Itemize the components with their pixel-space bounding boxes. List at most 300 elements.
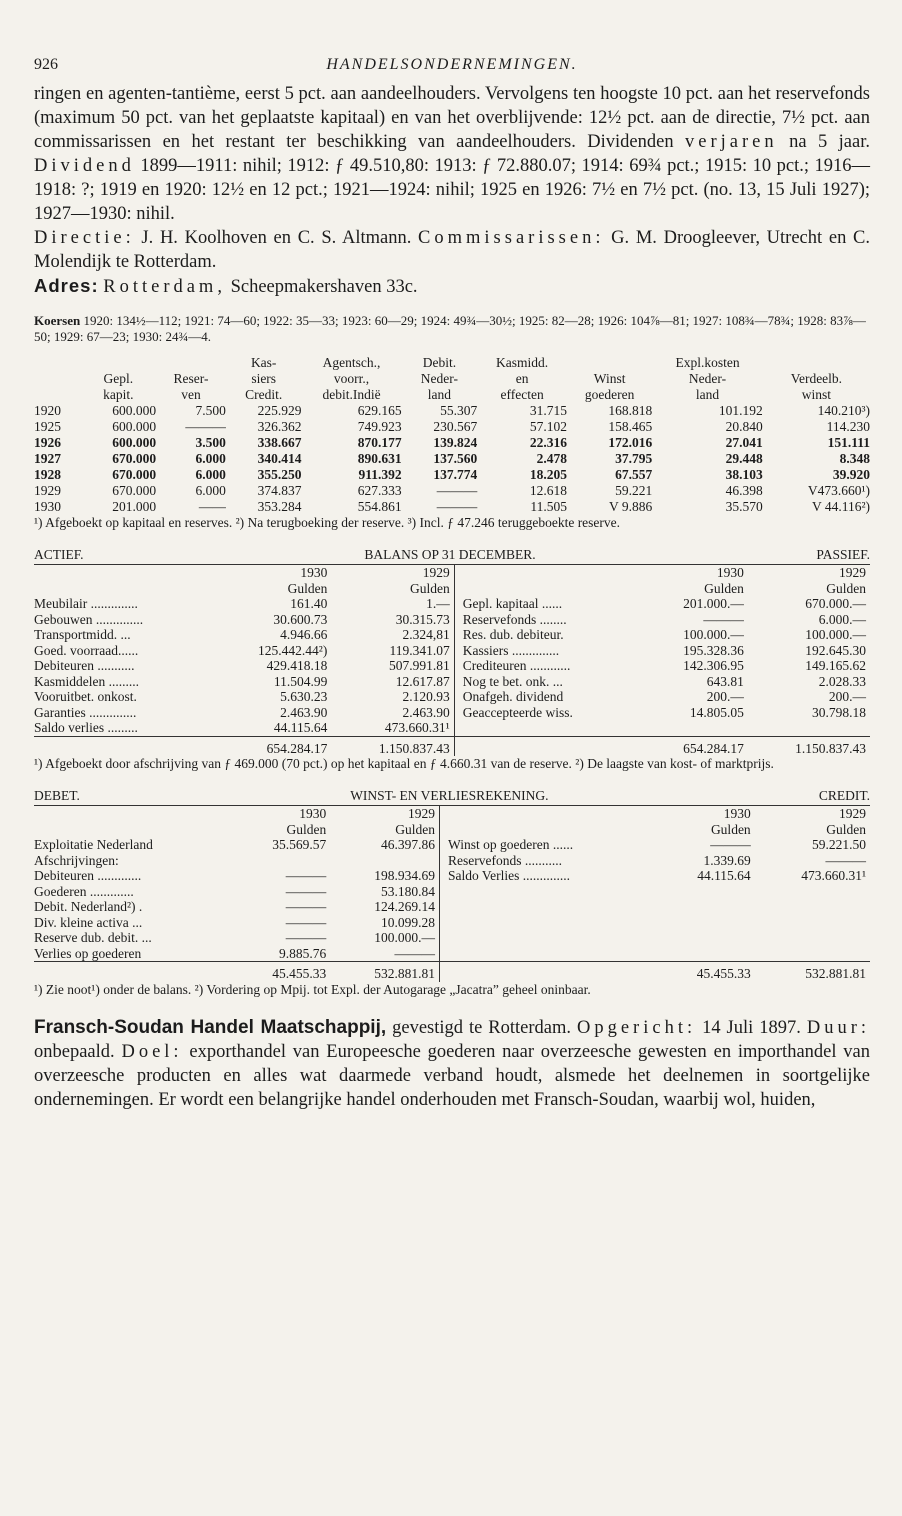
totals-row [34, 962, 870, 982]
year-cell: 1926 [34, 435, 61, 450]
column-header: debit.Indië [322, 387, 381, 402]
table-header-row [34, 387, 870, 403]
koersen-label: Koersen [34, 313, 81, 328]
value-cell: 31.715 [529, 403, 568, 418]
item-label: Nog te bet. onk. ... [462, 673, 563, 689]
value-1929: 59.221.50 [812, 837, 866, 852]
totals-row [34, 736, 870, 756]
balans-passief-title: PASSIEF. [816, 547, 870, 562]
value-1930: 44.115.64 [697, 868, 751, 883]
value-1929: 192.645.30 [805, 642, 866, 658]
empty-cell [755, 946, 870, 962]
value-cell: 600.000 [112, 403, 157, 418]
dividend-text: 1899—1911: nihil; 1912: ƒ 49.510,80: 1913: ƒ 72.880.07; 1914: 69¾ pct.; 1915: 10 pct.; 1916—1918: ?; 1919 en 1920: 12½ en 12 pct.; 1921—1924: nihil; 1925 en 1926: 7½ en 7½ pct. (no. 13, 15 Juli 1927); 1927—1930: nihil. [34, 156, 870, 224]
doel-text: exporthandel van Europeesche goederen naar overzeesche gewesten en importhandel van overzeesche producten en alles wat daarmede verband houdt, alsmede het deelnemen in soortgelijke ondernemingen. Er wordt een belangrijke handel onderhouden met Fransch-Soudan, waarbij wol, huiden, [34, 1041, 871, 1110]
divider [440, 868, 449, 884]
divider [454, 612, 463, 628]
divider [440, 915, 449, 931]
value-1929: ——— [394, 945, 436, 961]
label-spacer [34, 806, 233, 822]
table-row [34, 689, 870, 705]
empty-cell [448, 884, 658, 900]
company-seat: gevestigd te Rotterdam. [392, 1017, 572, 1038]
value-1930: 201.000.— [683, 596, 744, 611]
item-label: Meubilair .............. [34, 596, 138, 611]
column-header: Winst [593, 371, 626, 386]
column-header: land [695, 387, 720, 402]
value-1930 [233, 853, 330, 869]
opgericht-label: Opgericht: [576, 1017, 697, 1038]
item-label: Div. kleine activa ... [34, 914, 143, 930]
value-cell: 225.929 [257, 403, 302, 418]
value-1930: 2.463.90 [280, 704, 328, 720]
empty-cell [642, 720, 748, 736]
table-row [34, 853, 870, 869]
value-cell: 911.392 [358, 467, 402, 482]
value-1929: 2.324,81 [402, 627, 450, 642]
value-1929: 2.463.90 [402, 704, 450, 720]
value-cell: 7.500 [195, 403, 226, 418]
divider [454, 565, 463, 581]
item-label: Debiteuren ........... [34, 658, 135, 673]
table-row [34, 419, 870, 435]
value-cell: 39.920 [832, 467, 870, 482]
value-cell: 670.000 [112, 483, 157, 498]
column-header: Kas- [250, 355, 277, 370]
value-cell: —— [198, 499, 226, 514]
item-label: Saldo verlies ......... [34, 720, 138, 735]
empty-cell [658, 899, 755, 915]
total-1929: 1.150.837.43 [748, 736, 870, 756]
column-header: 1930 [299, 806, 327, 821]
value-cell: 6.000 [195, 467, 226, 482]
column-header: Gulden [287, 580, 328, 596]
value-cell: 140.210³) [817, 403, 870, 418]
column-header: 1930 [716, 565, 744, 580]
value-cell: 172.016 [608, 435, 653, 450]
koersen [34, 313, 870, 345]
winst-title: WINST- EN VERLIESREKENING. [350, 788, 549, 803]
table-row [34, 930, 870, 946]
balans-title: BALANS OP 31 DECEMBER. [364, 547, 536, 562]
divider [454, 720, 463, 736]
value-cell: 137.560 [433, 451, 478, 466]
adres-paragraph [34, 274, 870, 299]
value-1930: 1.339.69 [703, 852, 751, 868]
column-header: Neder- [688, 371, 727, 386]
column-header: Gulden [409, 580, 450, 596]
item-label: Kasmiddelen ......... [34, 673, 139, 689]
value-1929: 30.315.73 [395, 611, 450, 627]
column-header: voorr., [333, 371, 370, 386]
value-cell: 59.221 [615, 483, 653, 498]
table-header-row [34, 371, 870, 387]
table-row [34, 627, 870, 643]
value-cell: 22.316 [529, 435, 568, 450]
column-header: 1929 [839, 806, 866, 821]
empty-cell [448, 946, 658, 962]
value-cell: 749.923 [357, 419, 402, 434]
value-cell: 137.774 [433, 467, 478, 482]
table-row [34, 837, 870, 853]
winst-credit-title: CREDIT. [818, 788, 870, 803]
item-label: Winst op goederen ...... [448, 837, 574, 852]
total-1929: 1.150.837.43 [331, 736, 454, 756]
directie-text: J. H. Koolhoven en C. S. Altmann. [141, 228, 412, 248]
empty-cell [755, 899, 870, 915]
table-row [34, 658, 870, 674]
column-header: ven [181, 387, 201, 402]
value-1929: 100.000.— [805, 627, 866, 642]
column-header: Gulden [286, 821, 327, 837]
value-1930: ——— [285, 868, 327, 883]
empty-cell [658, 930, 755, 946]
financial-table [34, 355, 870, 515]
value-cell: ——— [185, 419, 226, 434]
value-1929: 198.934.69 [374, 868, 436, 883]
total-1930: 45.455.33 [658, 962, 755, 982]
column-header: Gepl. [103, 371, 134, 386]
divider [454, 627, 463, 643]
intro-line: ringen en agenten-tantième, eerst 5 pct. aan aandeelhouders. Vervolgens ten hoogste 10 pct. aan het reservefonds (maximum 50 pct. van het geplaatste kapitaal) en van het overblijvende: 12½ pct. aan de directie, 7½ pct. aan commissarissen en het restant ter beschikking van aandeelhouders. Dividenden [34, 84, 870, 152]
column-header [567, 355, 652, 371]
column-header: Credit. [245, 387, 283, 402]
table-row [34, 915, 870, 931]
value-1930: 44.115.64 [273, 720, 328, 735]
unit-header-row [34, 822, 870, 838]
total-1930: 654.284.17 [642, 736, 748, 756]
winst-note: ¹) Zie noot¹) onder de balans. ²) Vordering op Mpij. tot Expl. der Autogarage „Jacatra” geheel oninbaar. [34, 981, 591, 997]
column-header: kapit. [103, 387, 134, 402]
column-header: 1930 [300, 565, 328, 580]
divider [440, 962, 449, 982]
column-header: Gulden [710, 821, 751, 837]
value-cell: 46.398 [725, 483, 763, 498]
value-1930: 14.805.05 [689, 704, 744, 720]
value-1929: 100.000.— [374, 930, 436, 945]
table-row [34, 499, 870, 515]
value-cell: 18.205 [529, 467, 568, 482]
value-1929: 124.269.14 [374, 899, 436, 914]
value-cell: 2.478 [536, 451, 568, 466]
label-spacer [463, 565, 643, 581]
value-1930: 161.40 [290, 596, 328, 611]
value-1929: 149.165.62 [805, 658, 866, 673]
column-header: Neder- [420, 371, 459, 386]
value-cell: 168.818 [608, 403, 653, 418]
opgericht-text: 14 Juli 1897. [702, 1017, 801, 1038]
column-header: Gulden [826, 821, 866, 837]
value-cell: 55.307 [440, 403, 478, 418]
item-label: Saldo Verlies .............. [448, 868, 571, 883]
empty-cell [755, 884, 870, 900]
balans-note: ¹) Afgeboekt door afschrijving van ƒ 469.000 (70 pct.) op het kapitaal en ƒ 4.660.31 van de reserve. ²) De laagste van kost- of marktprijs. [34, 756, 774, 771]
value-cell: 230.567 [433, 419, 478, 434]
divider [440, 899, 449, 915]
value-cell: 870.177 [357, 435, 402, 450]
value-1929: 10.099.28 [381, 914, 436, 930]
empty-cell [463, 720, 643, 736]
value-1929: 30.798.18 [812, 704, 866, 720]
empty-cell [658, 884, 755, 900]
adres-city: Rotterdam, [103, 277, 226, 297]
table-row [34, 720, 870, 736]
value-cell: 35.570 [725, 499, 763, 514]
empty-cell [658, 915, 755, 931]
value-cell: 326.362 [257, 419, 302, 434]
table-row [34, 451, 870, 467]
value-cell: 338.667 [257, 435, 302, 450]
label-spacer [34, 962, 233, 982]
value-cell: 627.333 [357, 483, 402, 498]
table-row [34, 868, 870, 884]
table-row [34, 705, 870, 721]
item-label: Onafgeh. dividend [462, 689, 564, 704]
value-1929: 1.— [426, 596, 450, 611]
divider [440, 837, 449, 853]
value-1930: 125.442.44²) [258, 642, 328, 658]
item-label: Reservefonds ........... [448, 852, 563, 868]
value-cell: 139.824 [433, 435, 478, 450]
item-label: Goederen ............. [34, 883, 134, 899]
value-1930: ——— [285, 883, 327, 899]
directie-label: Directie: [34, 228, 135, 248]
value-cell: 57.102 [529, 419, 568, 434]
value-1929: 473.660.31¹ [384, 720, 450, 735]
value-cell: V 44.116²) [811, 499, 870, 514]
divider [454, 689, 463, 705]
page [34, 56, 870, 1112]
year-header-row [34, 806, 870, 822]
year-cell: 1920 [34, 403, 61, 418]
empty-cell [755, 915, 870, 931]
value-1930: 643.81 [706, 673, 744, 689]
adres-text: Scheepmakershaven 33c. [230, 277, 418, 297]
value-cell: 670.000 [112, 467, 157, 482]
column-header [81, 355, 157, 371]
value-cell: 600.000 [112, 419, 157, 434]
column-header: Agentsch., [322, 355, 381, 370]
commissarissen-label: Commissarissen: [418, 228, 605, 248]
financial-table-note: ¹) Afgeboekt op kapitaal en reserves. ²) Na terugboeking der reserve. ³) Incl. ƒ 47.246 teruggeboekte reserve. [34, 515, 621, 530]
value-cell: 38.103 [725, 467, 763, 482]
column-header: land [427, 387, 452, 402]
value-1929: 6.000.— [818, 611, 866, 627]
page-number: 926 [34, 56, 58, 73]
empty-cell [658, 946, 755, 962]
year-cell: 1929 [34, 483, 61, 498]
value-1929: 119.341.07 [389, 642, 450, 658]
divider [454, 705, 463, 721]
value-cell: 158.465 [608, 419, 653, 434]
intro-text [34, 82, 870, 299]
item-label: Debiteuren ............. [34, 868, 142, 883]
column-header [34, 387, 81, 403]
value-1930: ——— [703, 611, 744, 627]
divider [440, 822, 449, 838]
item-label: Debit. Nederland²) . [34, 899, 143, 914]
value-cell: ——— [436, 483, 478, 498]
commissarissen-text: G. M. Droogleever, Utrecht en C. Molendijk te Rotterdam. [34, 228, 870, 272]
divider [454, 596, 463, 612]
empty-cell [748, 720, 870, 736]
item-label: Gepl. kapitaal ...... [462, 596, 563, 611]
total-1929: 532.881.81 [330, 962, 439, 982]
doel-label: Doel: [121, 1041, 183, 1062]
table-row [34, 403, 870, 419]
value-cell: 890.631 [357, 451, 402, 466]
running-title: HANDELSONDERNEMINGEN. [326, 56, 578, 73]
value-cell: 27.041 [725, 435, 763, 450]
divider [440, 806, 449, 822]
column-header: Kasmidd. [496, 355, 549, 370]
value-1930: 200.— [706, 689, 744, 704]
value-1929 [330, 853, 439, 869]
item-label: Verlies op goederen [34, 945, 142, 961]
value-cell: 151.111 [827, 435, 870, 450]
value-1929: ——— [825, 852, 866, 868]
item-label: Kassiers .............. [462, 642, 560, 658]
item-label: Gebouwen .............. [34, 611, 144, 627]
total-1929: 532.881.81 [755, 962, 870, 982]
winst-debet-title: DEBET. [34, 788, 80, 803]
column-header: Gulden [826, 580, 866, 596]
item-label: Geaccepteerde wiss. [462, 704, 573, 720]
divider [454, 674, 463, 690]
value-1930: 100.000.— [683, 627, 744, 642]
table-header-row [34, 355, 870, 371]
label-spacer [448, 806, 658, 822]
table-row [34, 483, 870, 499]
value-1929: 507.991.81 [388, 658, 450, 673]
column-header: Debit. [422, 355, 457, 370]
item-label: Goed. voorraad...... [34, 642, 139, 658]
value-1929: 53.180.84 [381, 883, 436, 899]
value-1930: ——— [710, 837, 751, 852]
adres-label: Adres: [34, 275, 99, 296]
divider [454, 736, 463, 756]
column-header: effecten [500, 387, 544, 402]
divider [440, 853, 449, 869]
value-cell: 670.000 [112, 451, 157, 466]
value-cell: 355.250 [257, 467, 302, 482]
value-cell: ——— [436, 499, 478, 514]
value-cell: 374.837 [257, 483, 302, 498]
fransch-soudan-entry [34, 1016, 870, 1112]
column-header: Gulden [395, 821, 436, 837]
item-label: Afschrijvingen: [34, 852, 119, 868]
label-spacer [448, 822, 658, 838]
table-row [34, 674, 870, 690]
company-name: Fransch-Soudan Handel Maatschappij, [34, 1016, 387, 1038]
label-spacer [463, 581, 643, 597]
divider [454, 643, 463, 659]
value-cell: V473.660¹) [807, 483, 870, 498]
total-1930: 45.455.33 [233, 962, 330, 982]
intro-paragraph [34, 82, 870, 226]
item-label: Res. dub. debiteur. [462, 627, 564, 642]
year-cell: 1930 [34, 499, 61, 514]
item-label: Reserve dub. debit. ... [34, 930, 152, 945]
year-cell: 1928 [34, 467, 61, 482]
label-spacer [34, 822, 233, 838]
unit-header-row [34, 581, 870, 597]
value-1930: 5.630.23 [280, 689, 328, 704]
divider [454, 658, 463, 674]
item-label: Vooruitbet. onkost. [34, 689, 137, 704]
value-1930: ——— [285, 914, 327, 930]
table-row [34, 884, 870, 900]
empty-cell [755, 930, 870, 946]
value-cell: 20.840 [725, 419, 763, 434]
value-cell: 201.000 [112, 499, 157, 514]
column-header: Expl.kosten [675, 355, 740, 370]
directie-paragraph [34, 226, 870, 274]
column-header: 1929 [422, 565, 450, 580]
label-spacer [34, 581, 212, 597]
koersen-text: 1920: 134½—112; 1921: 74—60; 1922: 35—33; 1923: 60—29; 1924: 49¾—30½; 1925: 82—28; 1926: 104⅞—81; 1927: 108¾—78¾; 1928: 83⅞—50; 1929: 67—23; 1930: 24¾—4. [34, 313, 866, 344]
divider [454, 581, 463, 597]
column-header: Reser- [173, 371, 209, 386]
winst-heading [34, 788, 870, 806]
value-cell: 600.000 [112, 435, 157, 450]
value-cell: 3.500 [195, 435, 226, 450]
column-header [34, 355, 81, 371]
value-cell: 340.414 [257, 451, 302, 466]
value-1930: 195.328.36 [683, 642, 744, 658]
value-cell: 114.230 [826, 419, 870, 434]
value-1930: 11.504.99 [273, 673, 328, 689]
balans-heading [34, 547, 870, 565]
value-1930: 429.418.18 [266, 658, 328, 673]
value-1930: 142.306.95 [683, 658, 744, 673]
item-label: Transportmidd. ... [34, 627, 131, 642]
divider [440, 946, 449, 962]
value-cell: 37.795 [615, 451, 653, 466]
label-spacer [448, 962, 658, 982]
table-row [34, 946, 870, 962]
total-1930: 654.284.17 [212, 736, 331, 756]
item-label: Exploitatie Nederland [34, 837, 153, 852]
label-spacer [463, 736, 643, 756]
year-header-row [34, 565, 870, 581]
divider [440, 930, 449, 946]
column-header: Gulden [704, 580, 744, 596]
balance-sheet [34, 565, 870, 756]
intro-line-2: na 5 jaar. [789, 132, 870, 152]
table-row [34, 899, 870, 915]
table-row [34, 435, 870, 451]
value-cell: 11.505 [530, 499, 568, 514]
duur-text: onbepaald. [34, 1041, 115, 1062]
empty-cell [448, 899, 658, 915]
value-1930: ——— [285, 899, 327, 914]
value-cell: 6.000 [195, 483, 226, 498]
column-header [156, 355, 226, 371]
column-header [34, 371, 81, 387]
dividend-label: Dividend [34, 156, 135, 176]
column-header: 1929 [408, 806, 436, 821]
balans-actief-title: ACTIEF. [34, 547, 84, 562]
year-cell: 1927 [34, 451, 61, 466]
column-header: siers [251, 371, 277, 386]
value-1929: 200.— [828, 689, 866, 704]
table-row [34, 612, 870, 628]
value-cell: 554.861 [357, 499, 402, 514]
value-cell: V 9.886 [609, 499, 653, 514]
value-1929: 473.660.31¹ [801, 868, 866, 883]
value-cell: 12.618 [529, 483, 568, 498]
